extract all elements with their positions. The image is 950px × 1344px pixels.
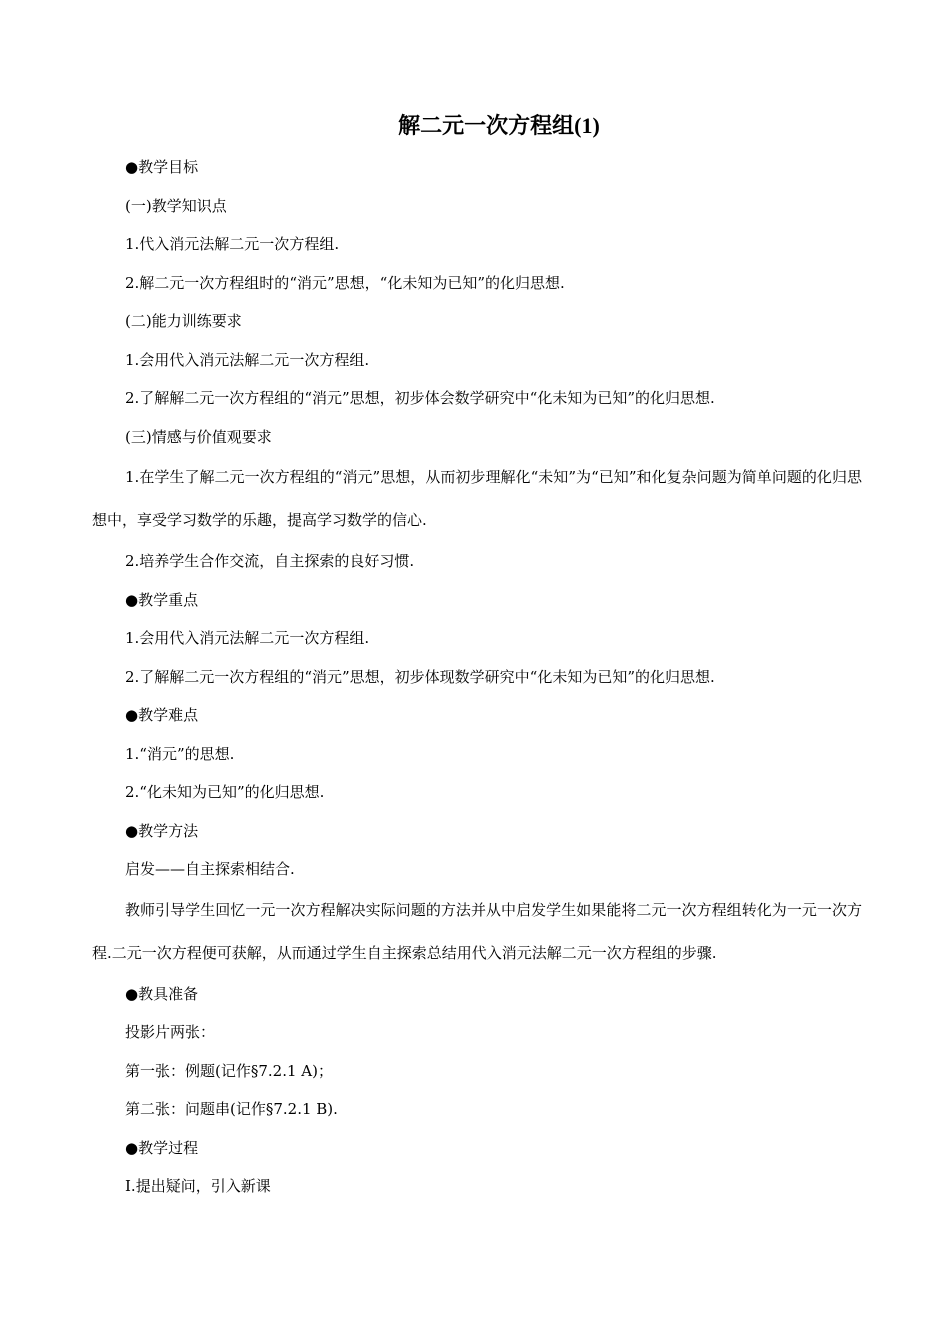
subheading-emotion: (三)情感与价值观要求 — [125, 427, 272, 446]
paragraph: 1.代入消元法解二元一次方程组. — [125, 235, 340, 253]
paragraph: 1.会用代入消元法解二元一次方程组. — [125, 350, 370, 369]
paragraph: 第一张：例题(记作§7.2.1 A)； — [125, 1061, 333, 1080]
subheading-knowledge: (一)教学知识点 — [125, 196, 227, 215]
paragraph: 1.在学生了解二元一次方程组的“消元”思想，从而初步理解化“未知”为“已知”和化复杂问题为简单问题的化归思想中，享受学习数学的乐趣，提高学习数学的信心. — [92, 468, 862, 529]
paragraph: 1.“消元”的思想. — [125, 744, 235, 763]
section-heading-difficulties: ●教学难点 — [125, 706, 199, 724]
paragraph: 2.了解解二元一次方程组的“消元”思想，初步体现数学研究中“化未知为已知”的化归思想. — [125, 667, 715, 686]
section-heading-key-points: ●教学重点 — [125, 590, 199, 609]
section-heading-methods: ●教学方法 — [125, 821, 199, 840]
section-heading-objectives: ●教学目标 — [125, 158, 199, 176]
paragraph: Ⅰ.提出疑问，引入新课 — [125, 1177, 271, 1195]
paragraph: 2.解二元一次方程组时的“消元”思想，“化未知为已知”的化归思想. — [125, 273, 565, 292]
document-body — [92, 148, 862, 1206]
document-title: 解二元一次方程组(1) — [398, 113, 600, 138]
paragraph: 2.“化未知为已知”的化归思想. — [125, 783, 325, 801]
paragraph: 启发——自主探索相结合. — [125, 860, 295, 878]
subheading-ability: (二)能力训练要求 — [125, 312, 242, 330]
paragraph: 2.了解解二元一次方程组的“消元”思想，初步体会数学研究中“化未知为已知”的化归思想. — [125, 389, 715, 407]
paragraph: 教师引导学生回忆一元一次方程解决实际问题的方法并从中启发学生如果能将二元一次方程组转化为一元一次方程.二元一次方程便可获解，从而通过学生自主探索总结用代入消元法解二元一次方程组的步骤. — [92, 900, 862, 962]
section-heading-materials: ●教具准备 — [125, 984, 199, 1003]
paragraph: 投影片两张： — [125, 1023, 216, 1041]
paragraph: 1.会用代入消元法解二元一次方程组. — [125, 629, 370, 647]
section-heading-process: ●教学过程 — [125, 1138, 199, 1157]
paragraph: 2.培养学生合作交流，自主探索的良好习惯. — [125, 552, 415, 570]
paragraph: 第二张：问题串(记作§7.2.1 B). — [125, 1100, 338, 1118]
